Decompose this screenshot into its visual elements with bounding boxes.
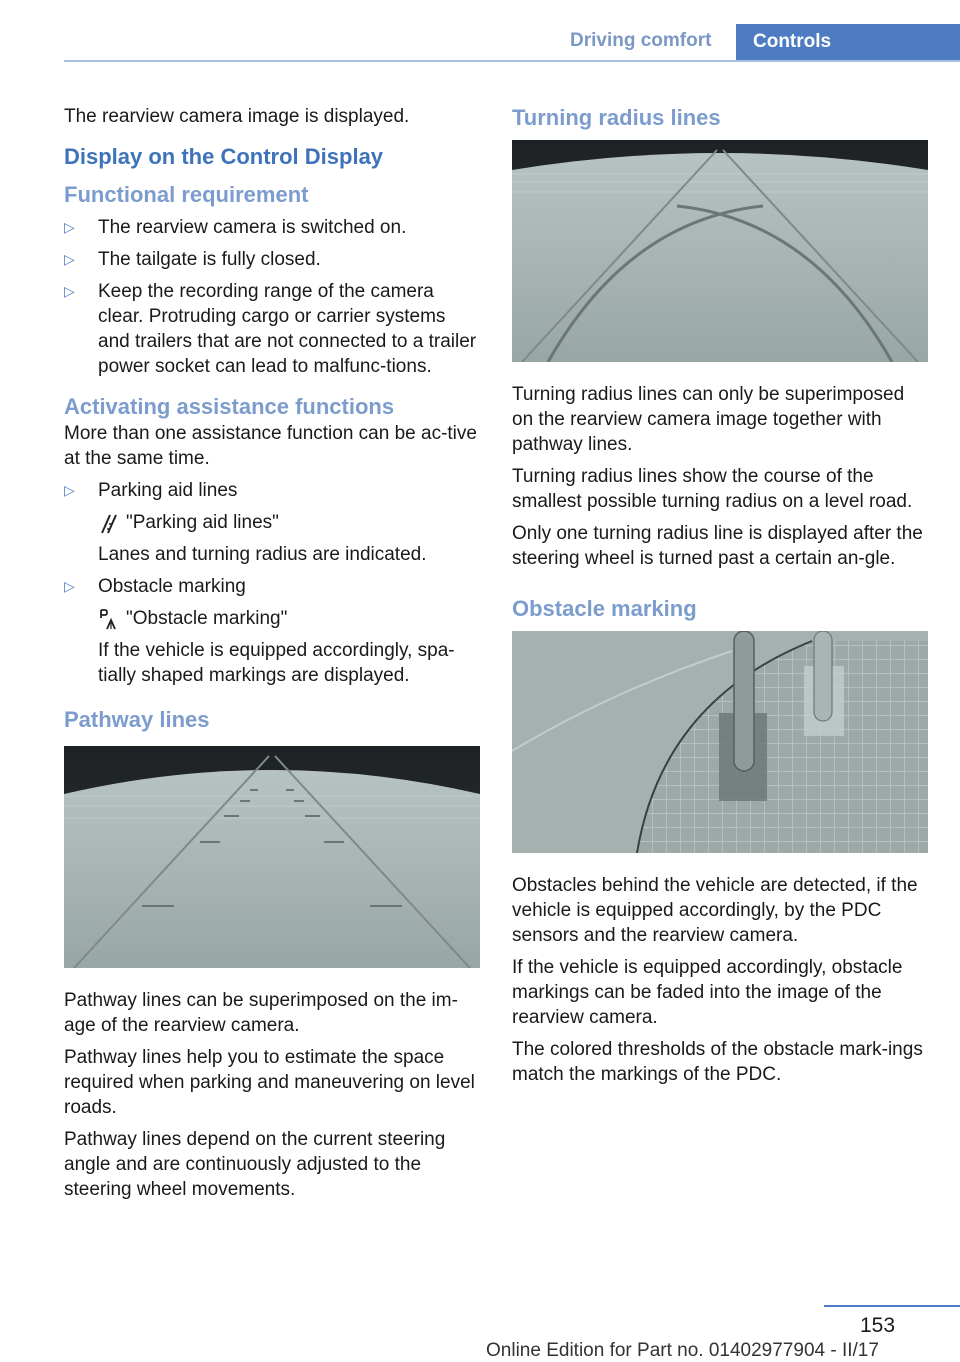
triangle-bullet-icon: ▷ xyxy=(64,251,75,267)
display-heading: Display on the Control Display xyxy=(64,144,384,169)
list-item: ▷ Obstacle marking "Obstacle marking" If the vehicle is equipped accordingly, spa-tially shaped markings are displayed. xyxy=(64,574,482,688)
edition-footer: Online Edition for Part no. 01402977904 - II/17 xyxy=(486,1340,879,1361)
obstacle-paragraph: The colored thresholds of the obstacle mark-ings match the markings of the PDC. xyxy=(512,1039,923,1085)
list-item: ▷ The tailgate is fully closed. xyxy=(64,249,321,270)
chapter-tab: Controls xyxy=(736,24,960,62)
turning-paragraph: Turning radius lines can only be superimposed on the rearview camera image together with pathway lines. xyxy=(512,384,905,455)
page-header xyxy=(0,0,960,62)
triangle-bullet-icon: ▷ xyxy=(64,482,75,498)
pathway-paragraph: Pathway lines depend on the current steering angle and are continuously adjusted to the steering wheel movements. xyxy=(64,1129,446,1200)
assist-intro: More than one assistance function can be ac-tive at the same time. xyxy=(64,423,477,469)
page-number: 153 xyxy=(860,1314,896,1337)
activating-assistance-heading: Activating assistance functions xyxy=(64,394,395,419)
triangle-bullet-icon: ▷ xyxy=(64,578,75,594)
turning-paragraph: Only one turning radius line is displayed after the steering wheel is turned past a certain an-gle. xyxy=(512,523,923,569)
left-column xyxy=(64,104,482,1209)
right-column xyxy=(512,104,930,1094)
triangle-bullet-icon: ▷ xyxy=(64,283,75,299)
obstacle-paragraph: Obstacles behind the vehicle are detected, if the vehicle is equipped accordingly, by the PDC sensors and the rearview camera. xyxy=(512,875,918,946)
list-item: ▷ The rearview camera is switched on. xyxy=(64,217,407,238)
turning-radius-image xyxy=(512,140,928,362)
pathway-paragraph: Pathway lines can be superimposed on the im-age of the rearview camera. xyxy=(64,990,458,1036)
pathway-paragraph: Pathway lines help you to estimate the space required when parking and maneuvering on level roads. xyxy=(64,1047,475,1118)
turning-paragraph: Turning radius lines show the course of the smallest possible turning radius on a level road. xyxy=(512,466,913,512)
footer-rule xyxy=(824,1305,960,1307)
obstacle-marking-image xyxy=(512,631,928,853)
obstacle-marking-heading: Obstacle marking xyxy=(512,596,697,621)
intro-text: The rearview camera image is displayed. xyxy=(64,106,410,127)
turning-radius-heading: Turning radius lines xyxy=(512,105,721,130)
obstacle-marking-icon xyxy=(98,608,120,630)
list-item: ▷ Keep the recording range of the camera clear. Protruding cargo or carrier systems and trailers that are not connected to a trailer power socket can lead to malfunc-tions. xyxy=(64,281,477,377)
section-title: Driving comfort xyxy=(570,30,712,51)
obstacle-paragraph: If the vehicle is equipped accordingly, obstacle markings can be faded into the image of the rearview camera. xyxy=(512,957,903,1028)
pathway-lines-image xyxy=(64,746,480,968)
parking-aid-lines-icon xyxy=(98,512,120,534)
pathway-lines-heading: Pathway lines xyxy=(64,707,210,732)
functional-requirement-heading: Functional requirement xyxy=(64,182,309,207)
list-item: ▷ Parking aid lines "Parking aid lines" Lanes and turning radius are indicated. xyxy=(64,478,482,567)
header-rule xyxy=(64,60,960,62)
triangle-bullet-icon: ▷ xyxy=(64,219,75,235)
menu-line: "Obstacle marking" xyxy=(98,606,482,631)
menu-line: "Parking aid lines" xyxy=(98,510,482,535)
